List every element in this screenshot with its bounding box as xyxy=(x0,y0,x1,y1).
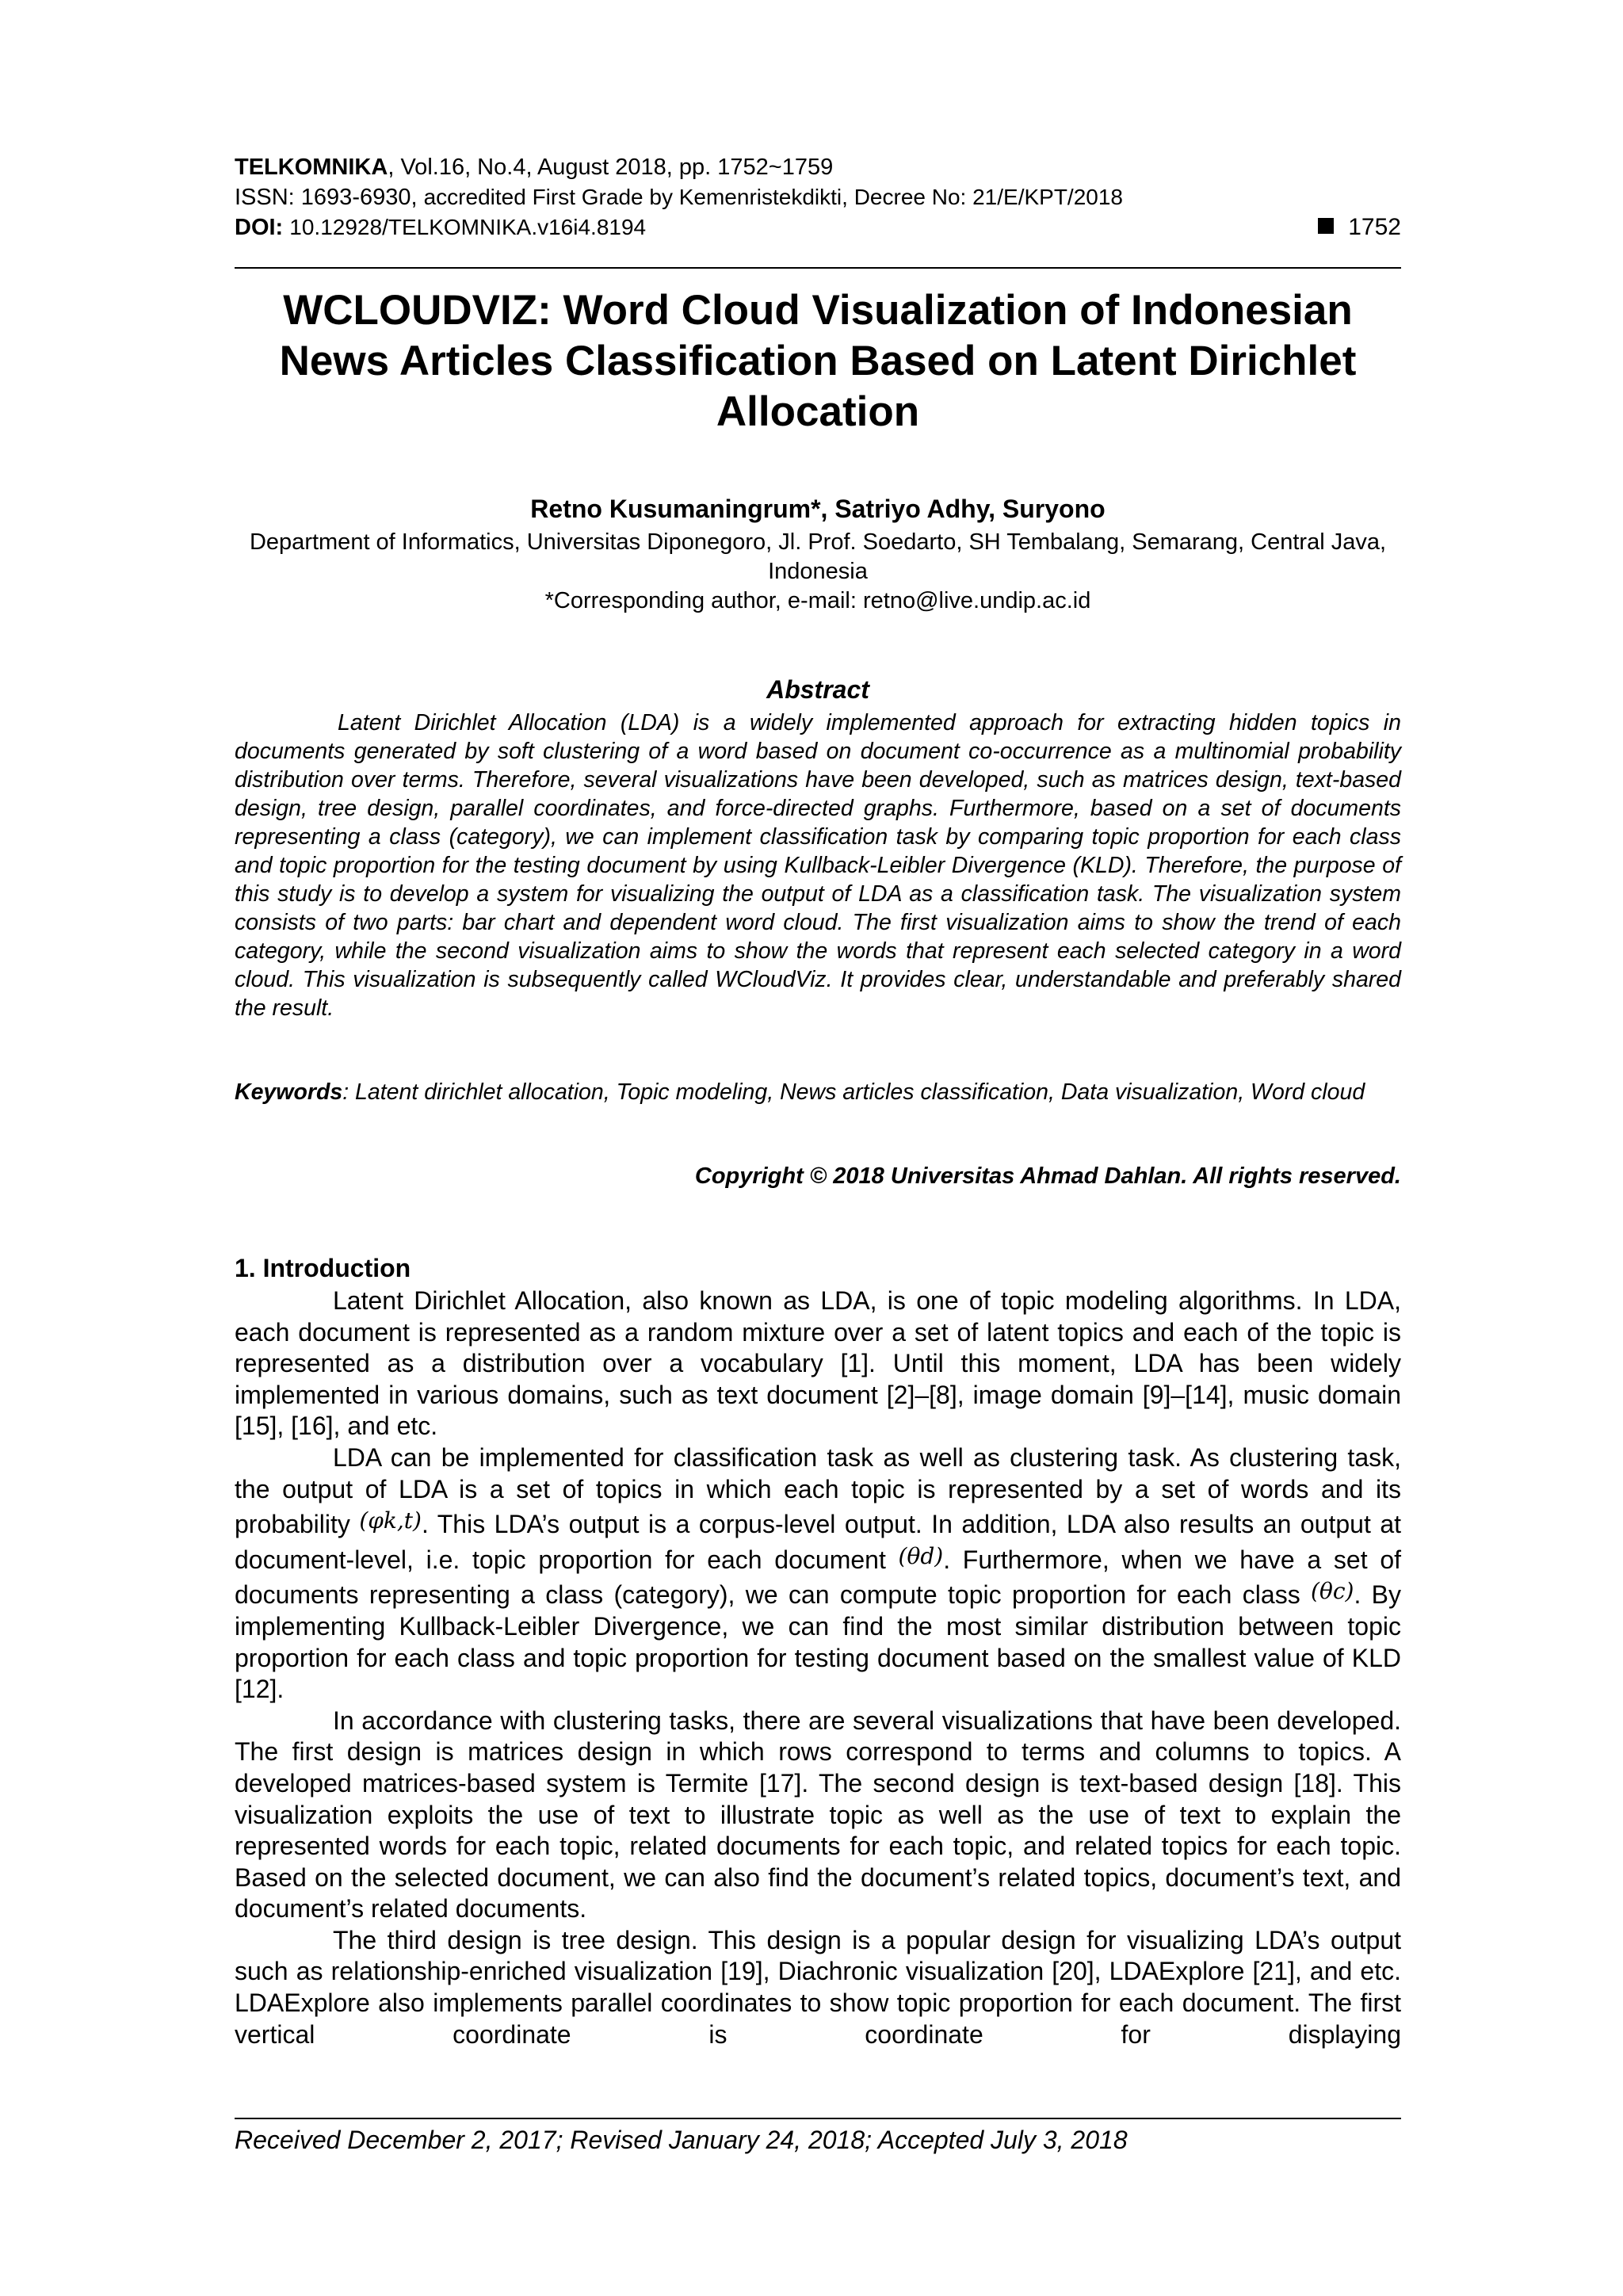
paper-title: WCLOUDVIZ: Word Cloud Visualization of Indonesian News Articles Classification Based on Latent Dirichlet Allocation xyxy=(279,287,1357,435)
copyright: Copyright © 2018 Universitas Ahmad Dahlan. All rights reserved. xyxy=(694,1163,1401,1189)
doi: 10.12928/TELKOMNIKA.v16i4.8194 xyxy=(289,215,647,239)
running-header xyxy=(235,152,1401,243)
paragraph-1: Latent Dirichlet Allocation, also known as LDA, is one of topic modeling algorithms. In LDA, each document is represented as a random mixture over a set of latent topics and each of the topic is represented as a distribution over a vocabulary [1]. Until this moment, LDA has been widely implemented in various domains, such as text document [2]–[8], image domain [9]–[14], music domain [15], [16], and etc. xyxy=(235,1286,1401,1441)
section-body xyxy=(235,1286,1401,2050)
keywords-label: Keywords xyxy=(235,1079,343,1105)
paragraph-4: The third design is tree design. This design is a popular design for visualizing LDA’s output such as relationship-enriched visualization [19], Diachronic visualization [20], LDAExplore [21], and etc. LDAExplore also implements parallel coordinates to show topic proportion for each document. The first vertical coordinate is coordinate for displaying xyxy=(235,1925,1401,2049)
header-rule xyxy=(235,267,1401,269)
doi-line xyxy=(235,212,1401,243)
received-dates: Received December 2, 2017; Revised January 24, 2018; Accepted July 3, 2018 xyxy=(235,2126,1128,2154)
section-heading: 1. Introduction xyxy=(235,1254,411,1282)
abstract-heading: Abstract xyxy=(766,675,869,704)
page-number xyxy=(1318,212,1401,243)
journal-name: TELKOMNIKA xyxy=(235,155,388,180)
page-number-value: 1752 xyxy=(1348,214,1401,240)
paragraph-3: In accordance with clustering tasks, there are several visualizations that have been developed. The first design is matrices design in which rows correspond to terms and columns to topics. A developed matrices-based system is Termite [17]. The second design is text-based design [18]. This visualization exploits the use of text to illustrate topic as well as the use of text to explain the represented words for each topic, related documents for each topic, and related topics for each topic. Based on the selected document, we can also find the document’s related topics, document’s text, and document’s related documents. xyxy=(235,1706,1401,1924)
keywords-text: : Latent dirichlet allocation, Topic modeling, News articles classification, Data visualization, Word cloud xyxy=(342,1079,1365,1105)
keywords xyxy=(235,1078,1401,1106)
math-theta-d: (θd) xyxy=(898,1542,944,1569)
journal-line xyxy=(235,152,1401,182)
affiliation-block xyxy=(235,528,1401,616)
affiliation: Department of Informatics, Universitas Diponegoro, Jl. Prof. Soedarto, SH Tembalang, Semarang, Central Java, Indonesia xyxy=(249,529,1387,584)
paragraph-2: LDA can be implemented for classification task as well as clustering task. As clustering task, the output of LDA is a set of topics in which each topic is represented by a set of words and its probability (φk,t). This LDA’s output is a corpus-level output. In addition, LDA also results an output at document-level, i.e. topic proportion for each document (θd). Furthermore, when we have a set of documents representing a class (category), we can compute topic proportion for each class (θc). By implementing Kullback-Leibler Divergence, we can find the most similar distribution between topic proportion for each class and topic proportion for testing document based on the smallest value of KLD [12]. xyxy=(235,1442,1402,1704)
journal-volume: , Vol.16, No.4, August 2018, pp. 1752~1759 xyxy=(388,155,834,180)
authors: Retno Kusumaningrum*, Satriyo Adhy, Suryono xyxy=(530,495,1106,523)
abstract xyxy=(235,709,1401,1022)
abstract-text: Latent Dirichlet Allocation (LDA) is a widely implemented approach for extracting hidden topics in documents generated by soft clustering of a word based on document co-occurrence as a multinomial probability distribution over terms. Therefore, several visualizations have been developed, such as matrices design, text-based design, tree design, parallel coordinates, and force-directed graphs. Furthermore, based on a set of documents representing a class (category), we can implement classification task by comparing topic proportion for each class and topic proportion for the testing document by using Kullback-Leibler Divergence (KLD). Therefore, the purpose of this study is to develop a system for visualizing the output of LDA as a classification task. The visualization system consists of two parts: bar chart and dependent word cloud. The first visualization aims to show the trend of each category, while the second visualization aims to show the words that represent each selected category in a word cloud. This visualization is subsequently called WCloudViz. It provides clear, understandable and preferably shared the result. xyxy=(235,710,1401,1021)
math-theta-c: (θc) xyxy=(1311,1578,1354,1605)
doi-label: DOI: xyxy=(235,215,290,240)
square-bullet-icon xyxy=(1318,218,1334,234)
corresponding-author: *Corresponding author, e-mail: retno@live.undip.ac.id xyxy=(544,588,1091,613)
accreditation: accredited First Grade by Kemenristekdikti, Decree No: 21/E/KPT/2018 xyxy=(423,185,1123,209)
math-phi-kt: (φk,t) xyxy=(359,1507,422,1534)
issn-line xyxy=(235,182,1401,212)
issn: ISSN: 1693-6930, xyxy=(235,185,424,210)
footer-rule xyxy=(235,2118,1401,2119)
